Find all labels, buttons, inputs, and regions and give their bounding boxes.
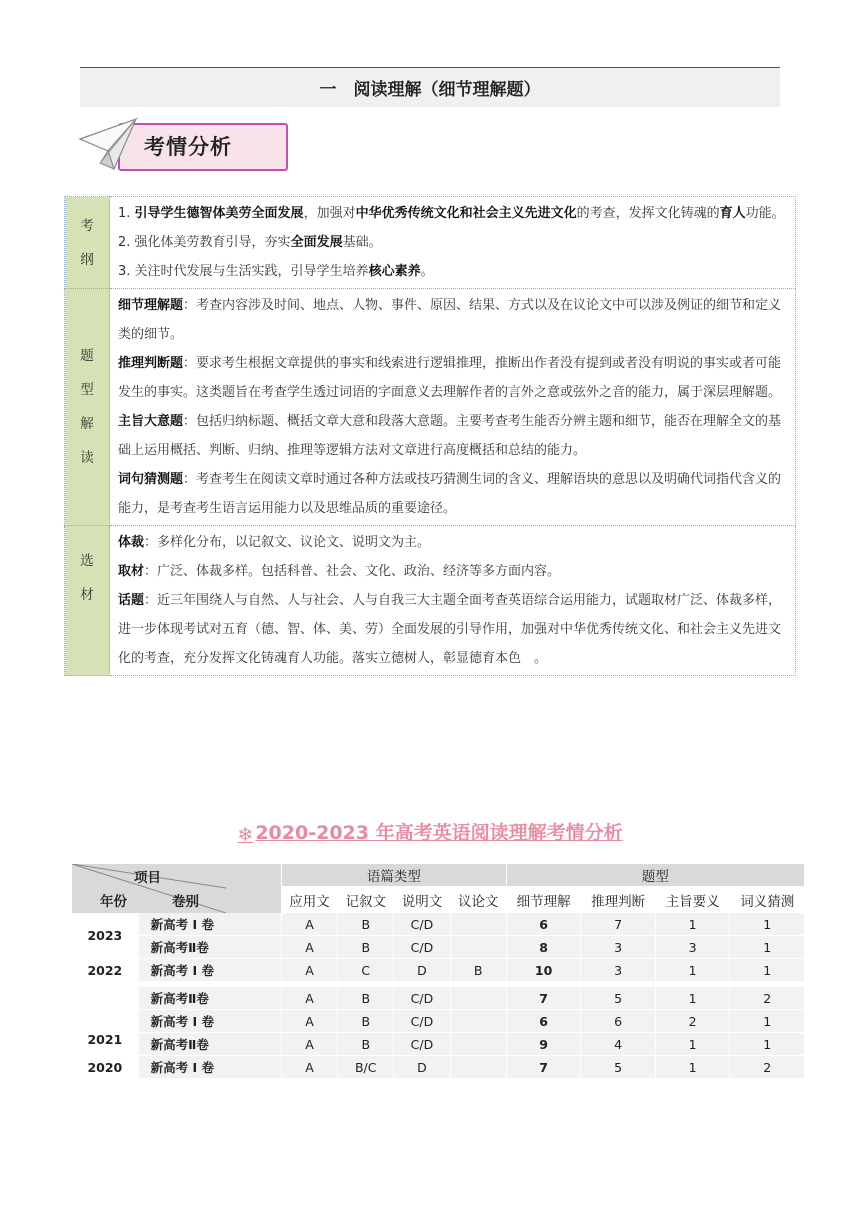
tixing-item — [118, 349, 787, 407]
data-cell: C/D — [394, 1010, 450, 1033]
data-cell: C/D — [394, 1033, 450, 1056]
column-header: 推理判断 — [581, 886, 656, 913]
data-cell — [450, 913, 506, 936]
paper-cell: 新高考Ⅱ卷 — [138, 1033, 281, 1056]
item-text: ：近三年围绕人与自然、人与社会、人与自我三大主题全面考查英语综合运用能力，试题取材广泛、体裁多样，进一步体现考试对五育（德、智、体、美、劳）全面发展的引导作用，加强对中华优秀传统文化、和社会主义先进文化的考查，充分发挥文化铸魂育人功能。落实立德树人，彰显德育本色 。 — [118, 593, 782, 666]
data-cell: A — [281, 913, 337, 936]
item-term: 体裁 — [118, 535, 145, 550]
year-cell: 2021 — [72, 987, 138, 1056]
data-cell: 1 — [655, 913, 730, 936]
data-cell: 3 — [581, 936, 656, 959]
emphasis-text: 核心素养 — [368, 264, 421, 279]
tixing-content — [110, 289, 796, 526]
year-cell: 2023 — [72, 913, 138, 959]
section-title-band — [80, 68, 780, 107]
tixing-item — [118, 291, 787, 349]
tixing-label: 题 型 解 读 — [65, 289, 110, 526]
item-text: ：多样化分布，以记叙文、议论文、说明文为主。 — [144, 535, 431, 550]
data-cell: B — [450, 959, 506, 982]
snowflake-icon: ❄ — [237, 824, 254, 846]
data-cell: 1 — [730, 1010, 805, 1033]
data-cell: 1 — [730, 959, 805, 982]
item-term: 取材 — [118, 564, 145, 579]
body-text: ，加强对 — [303, 206, 356, 221]
xuancai-item — [118, 528, 787, 557]
table-row — [72, 936, 805, 959]
corner-top: 项目 — [134, 870, 161, 886]
item-number: 3. — [118, 264, 135, 279]
kaogang-item — [118, 199, 787, 228]
section-title: 一 阅读理解（细节理解题） — [319, 80, 541, 100]
data-cell: 1 — [730, 936, 805, 959]
data-cell: C/D — [394, 913, 450, 936]
paper-plane-icon — [78, 117, 148, 173]
data-cell: A — [281, 936, 337, 959]
data-cell: 1 — [655, 1033, 730, 1056]
body-text: 关注时代发展与生活实践，引导学生培养 — [134, 264, 369, 279]
data-cell: 9 — [506, 1033, 581, 1056]
paper-cell: 新高考 I 卷 — [138, 1010, 281, 1033]
stats-title-wrap — [0, 818, 860, 846]
analysis-table — [64, 196, 796, 676]
column-header: 议论文 — [450, 886, 506, 913]
data-cell: 1 — [655, 987, 730, 1010]
emphasis-text: 引导学生德智体美劳全面发展 — [134, 206, 304, 221]
data-cell: C — [338, 959, 394, 982]
item-text: ：广泛、体裁多样。包括科普、社会、文化、政治、经济等多方面内容。 — [144, 564, 561, 579]
body-text: 的考查，发挥文化铸魂的 — [576, 206, 720, 221]
data-cell: B — [338, 913, 394, 936]
year-cell: 2020 — [72, 1056, 138, 1079]
data-cell: D — [394, 1056, 450, 1079]
table-row — [72, 913, 805, 936]
item-text: ：要求考生根据文章提供的事实和线索进行逻辑推理，推断出作者没有提到或者没有明说的事实或者可能发生的事实。这类题旨在考查学生透过词语的字面意义去理解作者的言外之意或弦外之音的能力，属于深层理解题。 — [118, 356, 782, 400]
item-number: 2. — [118, 235, 135, 250]
data-cell — [450, 1010, 506, 1033]
column-header: 说明文 — [394, 886, 450, 913]
column-header: 记叙文 — [338, 886, 394, 913]
genre-group-header: 语篇类型 — [281, 864, 506, 886]
data-cell: 1 — [655, 1056, 730, 1079]
data-cell: 6 — [506, 1010, 581, 1033]
kaogang-label: 考 纲 — [65, 197, 110, 289]
table-row — [72, 1033, 805, 1056]
data-cell — [450, 1056, 506, 1079]
data-cell: 4 — [581, 1033, 656, 1056]
data-cell: 10 — [506, 959, 581, 982]
corner-mid: 卷别 — [172, 894, 199, 910]
xuancai-row — [65, 526, 796, 676]
paper-cell: 新高考Ⅱ卷 — [138, 987, 281, 1010]
banner-label: 考情分析 — [144, 135, 232, 159]
item-term: 细节理解题 — [118, 298, 184, 313]
column-header: 词义猜测 — [730, 886, 805, 913]
emphasis-text: 中华优秀传统文化和社会主义先进文化 — [355, 206, 577, 221]
data-cell: 2 — [655, 1010, 730, 1033]
data-cell — [450, 936, 506, 959]
data-cell: 6 — [506, 913, 581, 936]
data-cell: 8 — [506, 936, 581, 959]
body-text: 。 — [420, 264, 434, 279]
corner-header — [72, 864, 281, 913]
item-text: ：考查考生在阅读文章时通过各种方法或技巧猜测生词的含义、理解语块的意思以及明确代词指代含义的能力，是考查考生语言运用能力以及思维品质的重要途径。 — [118, 472, 782, 516]
item-term: 推理判断题 — [118, 356, 184, 371]
body-text: 基础。 — [342, 235, 382, 250]
data-cell: A — [281, 1033, 337, 1056]
kaogang-row — [65, 197, 796, 289]
banner — [78, 117, 288, 173]
data-cell: A — [281, 1056, 337, 1079]
paper-cell: 新高考 I 卷 — [138, 959, 281, 982]
column-header: 应用文 — [281, 886, 337, 913]
column-header: 主旨要义 — [655, 886, 730, 913]
stats-table — [72, 864, 805, 1079]
paper-cell: 新高考Ⅱ卷 — [138, 936, 281, 959]
data-cell: B — [338, 1033, 394, 1056]
table-row — [72, 959, 805, 982]
data-cell: B — [338, 1010, 394, 1033]
data-cell: 7 — [506, 987, 581, 1010]
emphasis-text: 全面发展 — [290, 235, 343, 250]
item-term: 主旨大意题 — [118, 414, 184, 429]
data-cell: 5 — [581, 1056, 656, 1079]
paper-cell: 新高考 I 卷 — [138, 913, 281, 936]
data-cell: B — [338, 936, 394, 959]
body-text: 功能。 — [745, 206, 785, 221]
item-term: 话题 — [118, 593, 145, 608]
corner-bottom: 年份 — [100, 894, 127, 910]
stats-header-row-1 — [72, 864, 805, 886]
paper-cell: 新高考 I 卷 — [138, 1056, 281, 1079]
data-cell: B — [338, 987, 394, 1010]
kaogang-item — [118, 228, 787, 257]
xuancai-label: 选 材 — [65, 526, 110, 676]
tixing-item — [118, 407, 787, 465]
data-cell: 1 — [730, 913, 805, 936]
xuancai-item — [118, 586, 787, 673]
item-text: ：考查内容涉及时间、地点、人物、事件、原因、结果、方式以及在议论文中可以涉及例证的细节和定义类的细节。 — [118, 298, 782, 342]
data-cell: 6 — [581, 1010, 656, 1033]
year-cell: 2022 — [72, 959, 138, 982]
stats-title: 2020-2023 年高考英语阅读理解考情分析 — [255, 822, 623, 844]
table-row — [72, 1056, 805, 1079]
data-cell: B/C — [338, 1056, 394, 1079]
tixing-item — [118, 465, 787, 523]
data-cell — [450, 1033, 506, 1056]
qtype-group-header: 题型 — [506, 864, 804, 886]
data-cell: 3 — [581, 959, 656, 982]
data-cell: A — [281, 959, 337, 982]
item-text: ：包括归纳标题、概括文章大意和段落大意题。主要考查考生能否分辨主题和细节，能否在理解全文的基础上运用概括、判断、归纳、推理等逻辑方法对文章进行高度概括和总结的能力。 — [118, 414, 782, 458]
table-row — [72, 987, 805, 1010]
kaogang-item — [118, 257, 787, 286]
data-cell: C/D — [394, 936, 450, 959]
item-term: 词句猜测题 — [118, 472, 184, 487]
data-cell: 2 — [730, 1056, 805, 1079]
stats-body — [72, 913, 805, 1079]
data-cell — [450, 987, 506, 1010]
column-header: 细节理解 — [506, 886, 581, 913]
data-cell: A — [281, 1010, 337, 1033]
data-cell: A — [281, 987, 337, 1010]
data-cell: 1 — [730, 1033, 805, 1056]
body-text: 强化体美劳教育引导，夯实 — [134, 235, 291, 250]
data-cell: 1 — [655, 959, 730, 982]
xuancai-content — [110, 526, 796, 676]
emphasis-text: 育人 — [719, 206, 746, 221]
data-cell: 5 — [581, 987, 656, 1010]
data-cell: 7 — [506, 1056, 581, 1079]
data-cell: D — [394, 959, 450, 982]
data-cell: C/D — [394, 987, 450, 1010]
kaogang-content — [110, 197, 796, 289]
tixing-row — [65, 289, 796, 526]
data-cell: 3 — [655, 936, 730, 959]
xuancai-item — [118, 557, 787, 586]
table-row — [72, 1010, 805, 1033]
data-cell: 7 — [581, 913, 656, 936]
item-number: 1. — [118, 206, 135, 221]
data-cell: 2 — [730, 987, 805, 1010]
